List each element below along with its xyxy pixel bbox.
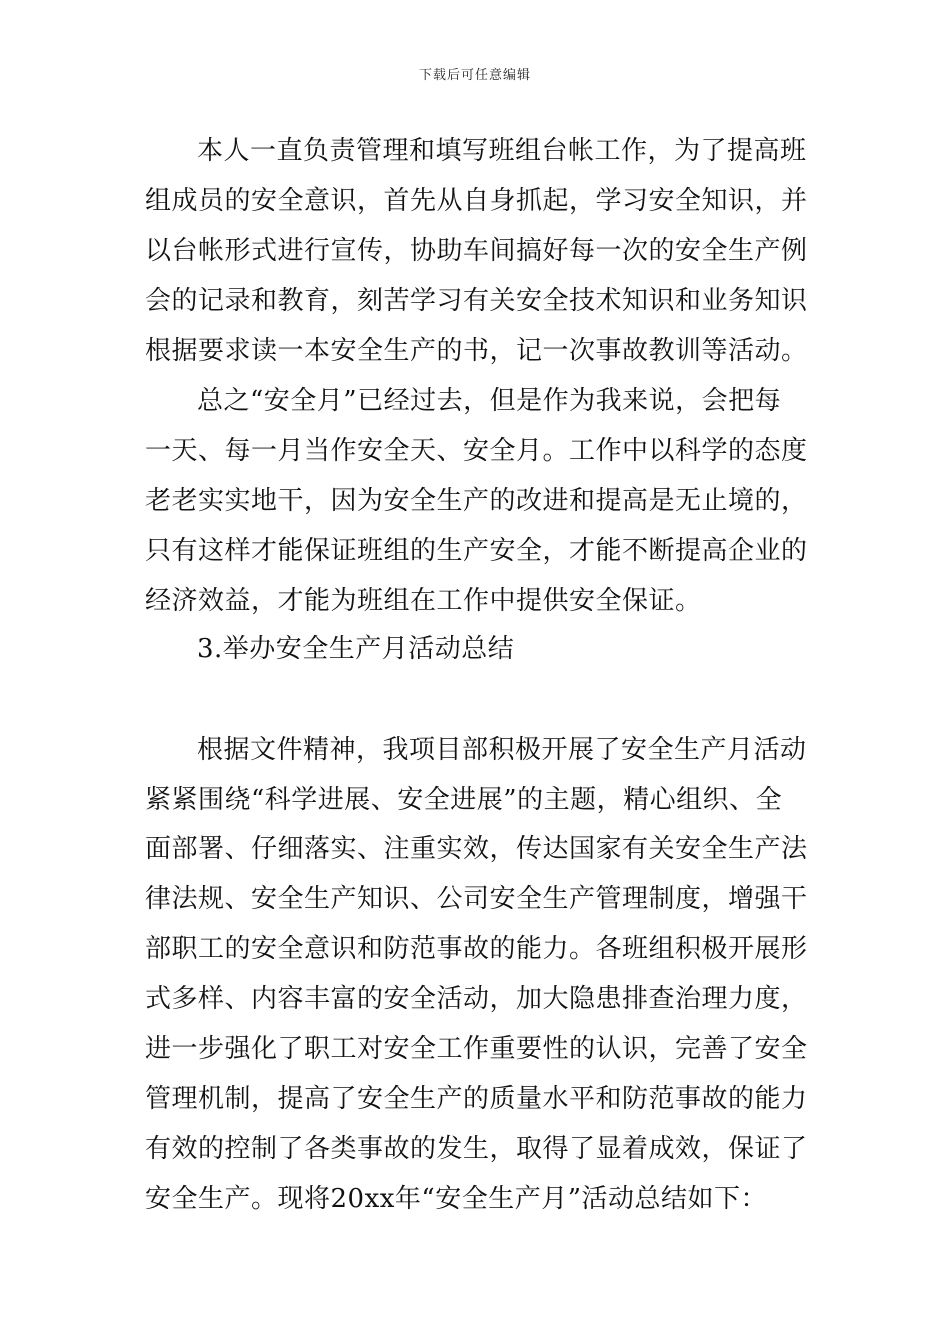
paragraph-4-line-8: 管理机制，提高了安全生产的质量水平和防范事故的能力 <box>145 1084 808 1114</box>
paragraph-4-line-10: 安全生产。现将20xx年“安全生产月”活动总结如下： <box>145 1184 767 1214</box>
paragraph-1-line-1: 本人一直负责管理和填写班组台帐工作，为了提高班 <box>197 136 807 166</box>
paragraph-4-line-4: 律法规、安全生产知识、公司安全生产管理制度，增强干 <box>145 884 808 914</box>
paragraph-2-line-2: 一天、每一月当作安全天、安全月。工作中以科学的态度 <box>145 436 808 466</box>
page-header-note: 下载后可任意编辑 <box>418 68 531 83</box>
paragraph-2-line-1: 总之“安全月”已经过去，但是作为我来说，会把每 <box>197 386 782 416</box>
paragraph-2-line-4: 只有这样才能保证班组的生产安全，才能不断提高企业的 <box>145 536 808 566</box>
paragraph-4-line-3: 面部署、仔细落实、注重实效，传达国家有关安全生产法 <box>145 834 808 864</box>
paragraph-1-line-2: 组成员的安全意识，首先从自身抓起，学习安全知识，并 <box>145 186 808 216</box>
paragraph-1-line-5: 根据要求读一本安全生产的书，记一次事故教训等活动。 <box>145 336 808 366</box>
paragraph-4-line-9: 有效的控制了各类事故的发生，取得了显着成效，保证了 <box>145 1134 808 1164</box>
paragraph-4-line-7: 进一步强化了职工对安全工作重要性的认识，完善了安全 <box>145 1034 808 1064</box>
paragraph-2-line-3: 老老实实地干，因为安全生产的改进和提高是无止境的， <box>145 486 808 516</box>
paragraph-4-line-1: 根据文件精神，我项目部积极开展了安全生产月活动 <box>197 735 807 765</box>
section-heading: 3.举办安全生产月活动总结 <box>197 634 515 664</box>
paragraph-2-line-5: 经济效益，才能为班组在工作中提供安全保证。 <box>145 586 702 616</box>
paragraph-4-line-6: 式多样、内容丰富的安全活动，加大隐患排查治理力度， <box>145 984 808 1014</box>
paragraph-4-line-2: 紧紧围绕“科学进展、安全进展”的主题，精心组织、全 <box>145 785 783 815</box>
paragraph-4-line-5: 部职工的安全意识和防范事故的能力。各班组积极开展形 <box>145 934 808 964</box>
paragraph-1-line-4: 会的记录和教育，刻苦学习有关安全技术知识和业务知识 <box>145 286 808 316</box>
paragraph-1-line-3: 以台帐形式进行宣传，协助车间搞好每一次的安全生产例 <box>145 236 808 266</box>
